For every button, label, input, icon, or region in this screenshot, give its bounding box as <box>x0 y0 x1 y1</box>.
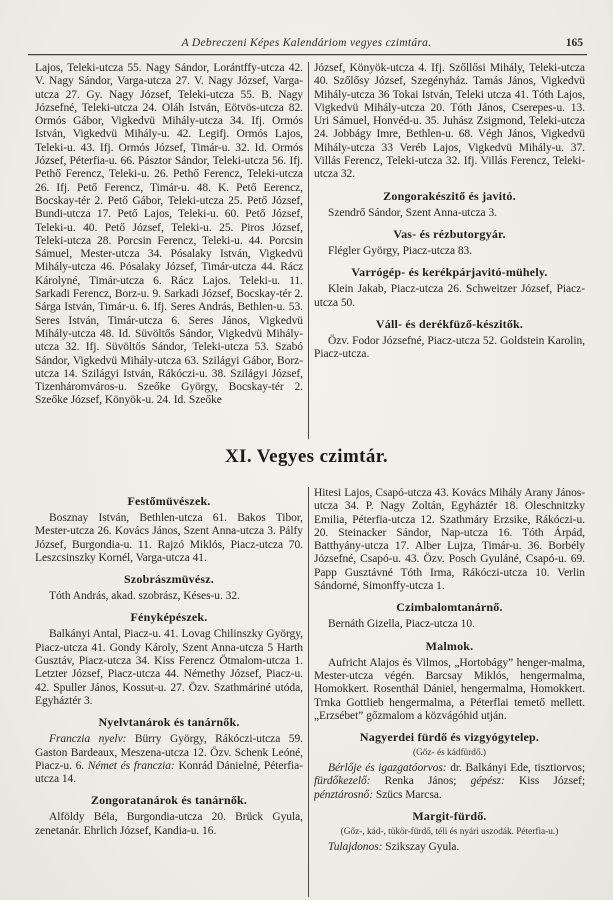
directory-paragraph: Alföldy Béla, Burgondia-utcza 20. Brück Gyula, zenetanár. Ehrlich József, Kandia-u. 16. <box>35 811 303 837</box>
directory-paragraph: Szendrő Sándor, Szent Anna-utcza 3. <box>328 206 497 219</box>
header-rule <box>28 54 587 55</box>
bottom-left-column <box>35 487 303 897</box>
chapter-title: XI. Vegyes czimtár. <box>224 446 389 467</box>
section-heading: Nagyerdei fürdő és vizgyógytelep. <box>359 730 540 745</box>
directory-paragraph: Bérlője és igazgatóorvos: dr. Balkányi Ede, tisztiorvos; fürdőkezelő: Renka János; gépész: Kiss József; pénztárosnő: Szücs Marcsa. <box>314 762 585 801</box>
directory-paragraph: Aufricht Alajos és Vilmos, „Hortobágy” henger-malma, Mester-utcza végén. Barcsay Miklós, hengermalma, Homokkert. Rosenthál Dániel, hengermalma, Homokkert. Trnka Gottlieb hengermalma, a Péterflai temető mellett. „Erzsébet” gőzmalom a közvágóhid utján. <box>314 656 585 722</box>
directory-paragraph: Tóth András, akad. szobrász, Késes-u. 32. <box>49 590 240 603</box>
section-heading: Váll- és derékfüző-készitők. <box>375 316 524 331</box>
section-heading: Festőmüvészek. <box>127 494 211 508</box>
section-heading: Szobrászmüvész. <box>124 572 214 587</box>
page-number: 165 <box>565 37 583 49</box>
directory-paragraph: Hitesi Lajos, Csapó-utcza 43. Kovács Mihály Arany János-utcza 34. P. Nagy Zoltán, Egyháztér 18. Oleschnitzky Emilia, Péterfia-utcza 12. Szathmáry Erzsike, Rákóczi-u. 20. Steinacker Sándor, Nap-utcza 16. Tóth Árpád, Batthyány-utcza 17. Alber Lujza, Timár-u. 36. Borbély Józsefné, Csapó-u. 43. Özv. Posch Gyuláné, Csapó-u. 69. Papp Gusztávné Tóth Irma, Rákóczi-utcza 10. Verlin Sándorné, Simonffy-utcza 1. <box>314 487 585 593</box>
section-heading: Malmok. <box>425 638 474 653</box>
directory-paragraph: Franczia nyelv: Bürry György, Rákóczi-utcza 59. Gaston Bardeaux, Meszena-utcza 12. Özv. Schenk Leóné, Piacz-u. 6. Német és franczia: Konrád Dánielné, Péterfia-utcza 14. <box>35 733 303 786</box>
directory-paragraph: Özv. Fodor Józsefné, Piacz-utcza 52. Goldstein Karolin, Piacz-utcza. <box>314 334 585 361</box>
running-head-title: A Debreczeni Képes Kalendáriom vegyes czimtára. <box>181 37 432 49</box>
directory-paragraph: Klein Jakab, Piacz-utcza 26. Schweitzer József, Piacz-utcza 50. <box>314 283 585 309</box>
section-heading: Vas- és rézbutorgyár. <box>393 226 506 241</box>
directory-paragraph: Bernáth Gizella, Piacz-utcza 10. <box>328 618 475 631</box>
section-subheading: (Gőz-, kád-, tükör-fürdő, téli és nyári uszodák. Péterfia-u.) <box>340 827 559 838</box>
section-heading: Czimbalomtanárnő. <box>396 600 503 615</box>
top-columns <box>35 62 585 439</box>
directory-paragraph: Balkányi Antal, Piacz-u. 41. Lovag Chilinszky György, Piacz-utcza 41. Gondy Károly, Szent Anna-utcza 5 Harth Gusztáv, Piacz-utcza 34. Kiss Ferencz Ötmalom-utcza 1. Letzter József, Piacz-utcza 44. Némethy József, Piacz-u. 42. Spuller János, Kossut-u. 27. Özv. Szathmáriné utóda, Egyháztér 3. <box>35 628 303 707</box>
section-heading: Margit-fürdő. <box>412 809 487 824</box>
bottom-columns <box>35 487 585 897</box>
section-subheading: (Gőz- és kádfürdő.) <box>412 748 487 759</box>
running-head <box>28 37 585 53</box>
bottom-right-column <box>314 487 585 897</box>
section-heading: Fényképészek. <box>130 610 208 625</box>
top-right-column <box>314 62 585 439</box>
top-left-column <box>35 62 303 439</box>
section-heading: Nyelvtanárok és tanárnők. <box>98 715 240 730</box>
directory-paragraph: Bosznay István, Bethlen-utcza 61. Bakos Tibor, Mester-utcza 26. Kovács János, Szent Anna-utcza 3. Pálfy József, Burgondia-u. 11. Rajzó Miklós, Piacz-utcza 70. Leszcsinszky Kornél, Varga-utcza 41. <box>35 512 303 564</box>
directory-paragraph: Flégler György, Piacz-utcza 83. <box>328 244 473 257</box>
directory-paragraph: Lajos, Teleki-utcza 55. Nagy Sándor, Lorántffy-utcza 42. V. Nagy Sándor, Varga-utcza 27. V. Nagy József, Varga-utcza 27. Gy. Nagy József, Teleki-utcza 55. B. Nagy Józsefné, Teleki-utcza 24. Oláh István, Eötvös-utcza 82. Ormós Gábor, Vigkedvü Mihály-utcza 34. Ifj. Ormós István, Vigkedvü Mihály-u. 42. Legifj. Ormós Lajos, Teleki-u. 43. Ifj. Ormós József, Timár-u. 32. Id. Ormós József, Péterfia-u. 66. Pásztor Sándor, Teleki-utcza 56. Ifj. Pethő Ferencz, Teleki-u. 26. Pethő Ferencz, Teleki-utcza 26. Ifj. Pető Ferencz, Timár-u. 48. K. Pető Eerencz, Bocskay-tér 2. Pető Gábor, Teleki-utcza 25. Pető József, Bundi-utcza 17. Pető Lajos, Teleki-u. 60. Pető József, Teleki-u. 40. Pető József, Teleki-u. 25. Piros József, Teleki-utcza 28. Porcsin Ferencz, Teleki-u. 44. Porcsin Sámuel, Mester-utcza 34. Pósalaky István, Vigkedvü Mihály-utcza 46. Pósalaky József, Timár-utcza 44. Rácz Károlyné, Timár-utcza 6. Rácz Lajos. Teleki-u. 11. Sarkadi Ferencz, Borz-u. 9. Sarkadi József, Bocskay-tér 2. Sárga István, Timár-u. 6. Ifj. Seres András, Bethlen-u. 53. Seres István, Timár-utcza 6. Seres János, Vigkedvü Mihály-utcza 48. Id. Süvöltős Sándor, Vigkedvü Mihály-utcza 32. Ifj. Süvöltős Sándor, Teleki-utcza 53. Szabó Sándor, Vigkedvü Mihály-utcza 63. Szilágyi Gábor, Borz-utcza 14. Szilágyi István, Rákóczi-u. 38. Szilágyi József, Tizenháromváros-u. Szeőke György, Bocskay-tér 2. Szeőke József, Könyök-u. 24. Id. Szeőke <box>35 62 303 407</box>
section-heading: Zongorakészitő és javitó. <box>383 188 516 203</box>
section-heading: Zongoratanárok és tanárnők. <box>90 793 248 808</box>
directory-paragraph: József, Könyök-utcza 4. Ifj. Szőllősi Mihály, Teleki-utcza 40. Szőlősy József, Szegényház. Tamás János, Vigkedvü Mihály-utcza 36 Tokai István, Teleki utcza 41. Tóth Lajos, Vigkedvü Mihály-utcza 20. Tóth János, Cserepes-u. 13. Uri Sámuel, Honvéd-u. 35. Juhász Zsigmond, Teleki-utcza 24. Jobbágy Imre, Bethlen-u. 68. Végh János, Vigkedvü Mihály-utcza 33 Veréb Lajos, Vigkedvü Mihály-u. 37. Villás Ferencz, Teleki-utcza 32. Ifj. Villás Ferencz, Teleki-utcza 32. <box>314 62 585 181</box>
column-divider <box>303 62 314 439</box>
column-divider <box>303 487 314 897</box>
section-heading: Varrógép- és kerékpárjavitó-mühely. <box>351 265 548 280</box>
directory-paragraph: Tulajdonos: Szikszay Gyula. <box>328 841 460 854</box>
